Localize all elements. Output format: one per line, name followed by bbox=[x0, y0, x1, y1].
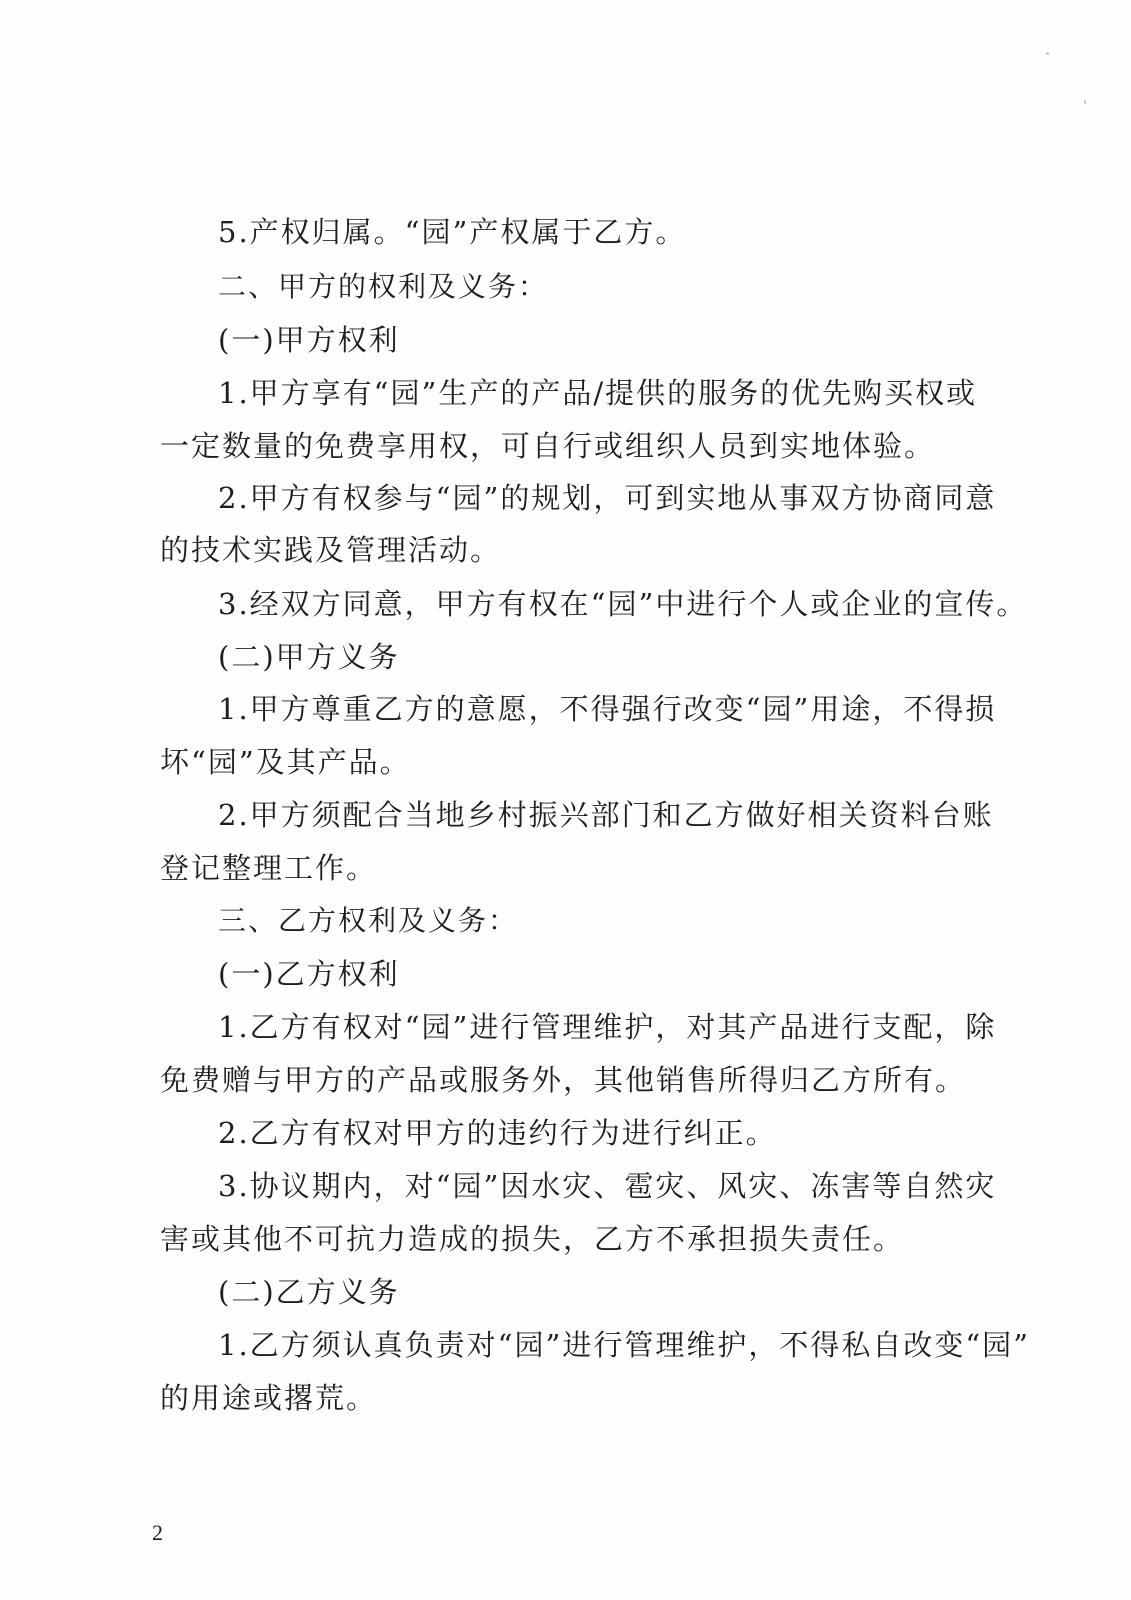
party-a-right-3: 3.经双方同意，甲方有权在“园”中进行个人或企业的宣传。 bbox=[218, 587, 1028, 621]
party-a-obligation-2-line-1: 2.甲方须配合当地乡村振兴部门和乙方做好相关资料台账 bbox=[218, 798, 994, 832]
subheading-party-a-rights: (一)甲方权利 bbox=[218, 323, 400, 357]
party-b-right-2: 2.乙方有权对甲方的违约行为进行纠正。 bbox=[218, 1116, 777, 1150]
party-b-obligation-1-line-1: 1.乙方须认真负责对“园”进行管理维护，不得私自改变“园” bbox=[218, 1328, 1030, 1362]
party-b-obligation-1-line-2: 的用途或撂荒。 bbox=[160, 1381, 378, 1415]
subheading-party-b-obligations: (二)乙方义务 bbox=[218, 1275, 400, 1309]
party-b-right-3-line-1: 3.协议期内，对“园”因水灾、雹灾、风灾、冻害等自然灾 bbox=[218, 1169, 997, 1203]
section-heading-party-a: 二、甲方的权利及义务： bbox=[218, 270, 549, 303]
scan-speck bbox=[1046, 52, 1049, 55]
party-a-right-2-line-1: 2.甲方有权参与“园”的规划，可到实地从事双方协商同意 bbox=[218, 481, 997, 515]
party-a-obligation-1-line-1: 1.甲方尊重乙方的意愿，不得强行改变“园”用途，不得损 bbox=[218, 692, 997, 726]
party-a-right-2-line-2: 的技术实践及管理活动。 bbox=[160, 533, 502, 567]
subheading-party-a-obligations: (二)甲方义务 bbox=[218, 640, 400, 674]
party-a-right-1-line-1: 1.甲方享有“园”生产的产品/提供的服务的优先购买权或 bbox=[218, 376, 978, 410]
subheading-party-b-rights: (一)乙方权利 bbox=[218, 957, 400, 991]
party-b-right-3-line-2: 害或其他不可抗力造成的损失，乙方不承担损失责任。 bbox=[160, 1222, 905, 1256]
party-b-right-1-line-1: 1.乙方有权对“园”进行管理维护，对其产品进行支配，除 bbox=[218, 1010, 997, 1044]
party-a-obligation-1-line-2: 坏“园”及其产品。 bbox=[160, 745, 411, 779]
party-a-right-1-line-2: 一定数量的免费享用权，可自行或组织人员到实地体验。 bbox=[160, 429, 936, 463]
party-a-obligation-2-line-2: 登记整理工作。 bbox=[160, 851, 378, 885]
clause-property-ownership: 5.产权归属。“园”产权属于乙方。 bbox=[218, 215, 687, 249]
party-b-right-1-line-2: 免费赠与甲方的产品或服务外，其他销售所得归乙方所有。 bbox=[160, 1063, 967, 1097]
scan-speck bbox=[1084, 100, 1086, 104]
page-number: 2 bbox=[152, 1520, 163, 1545]
section-heading-party-b: 三、乙方权利及义务： bbox=[218, 904, 519, 937]
